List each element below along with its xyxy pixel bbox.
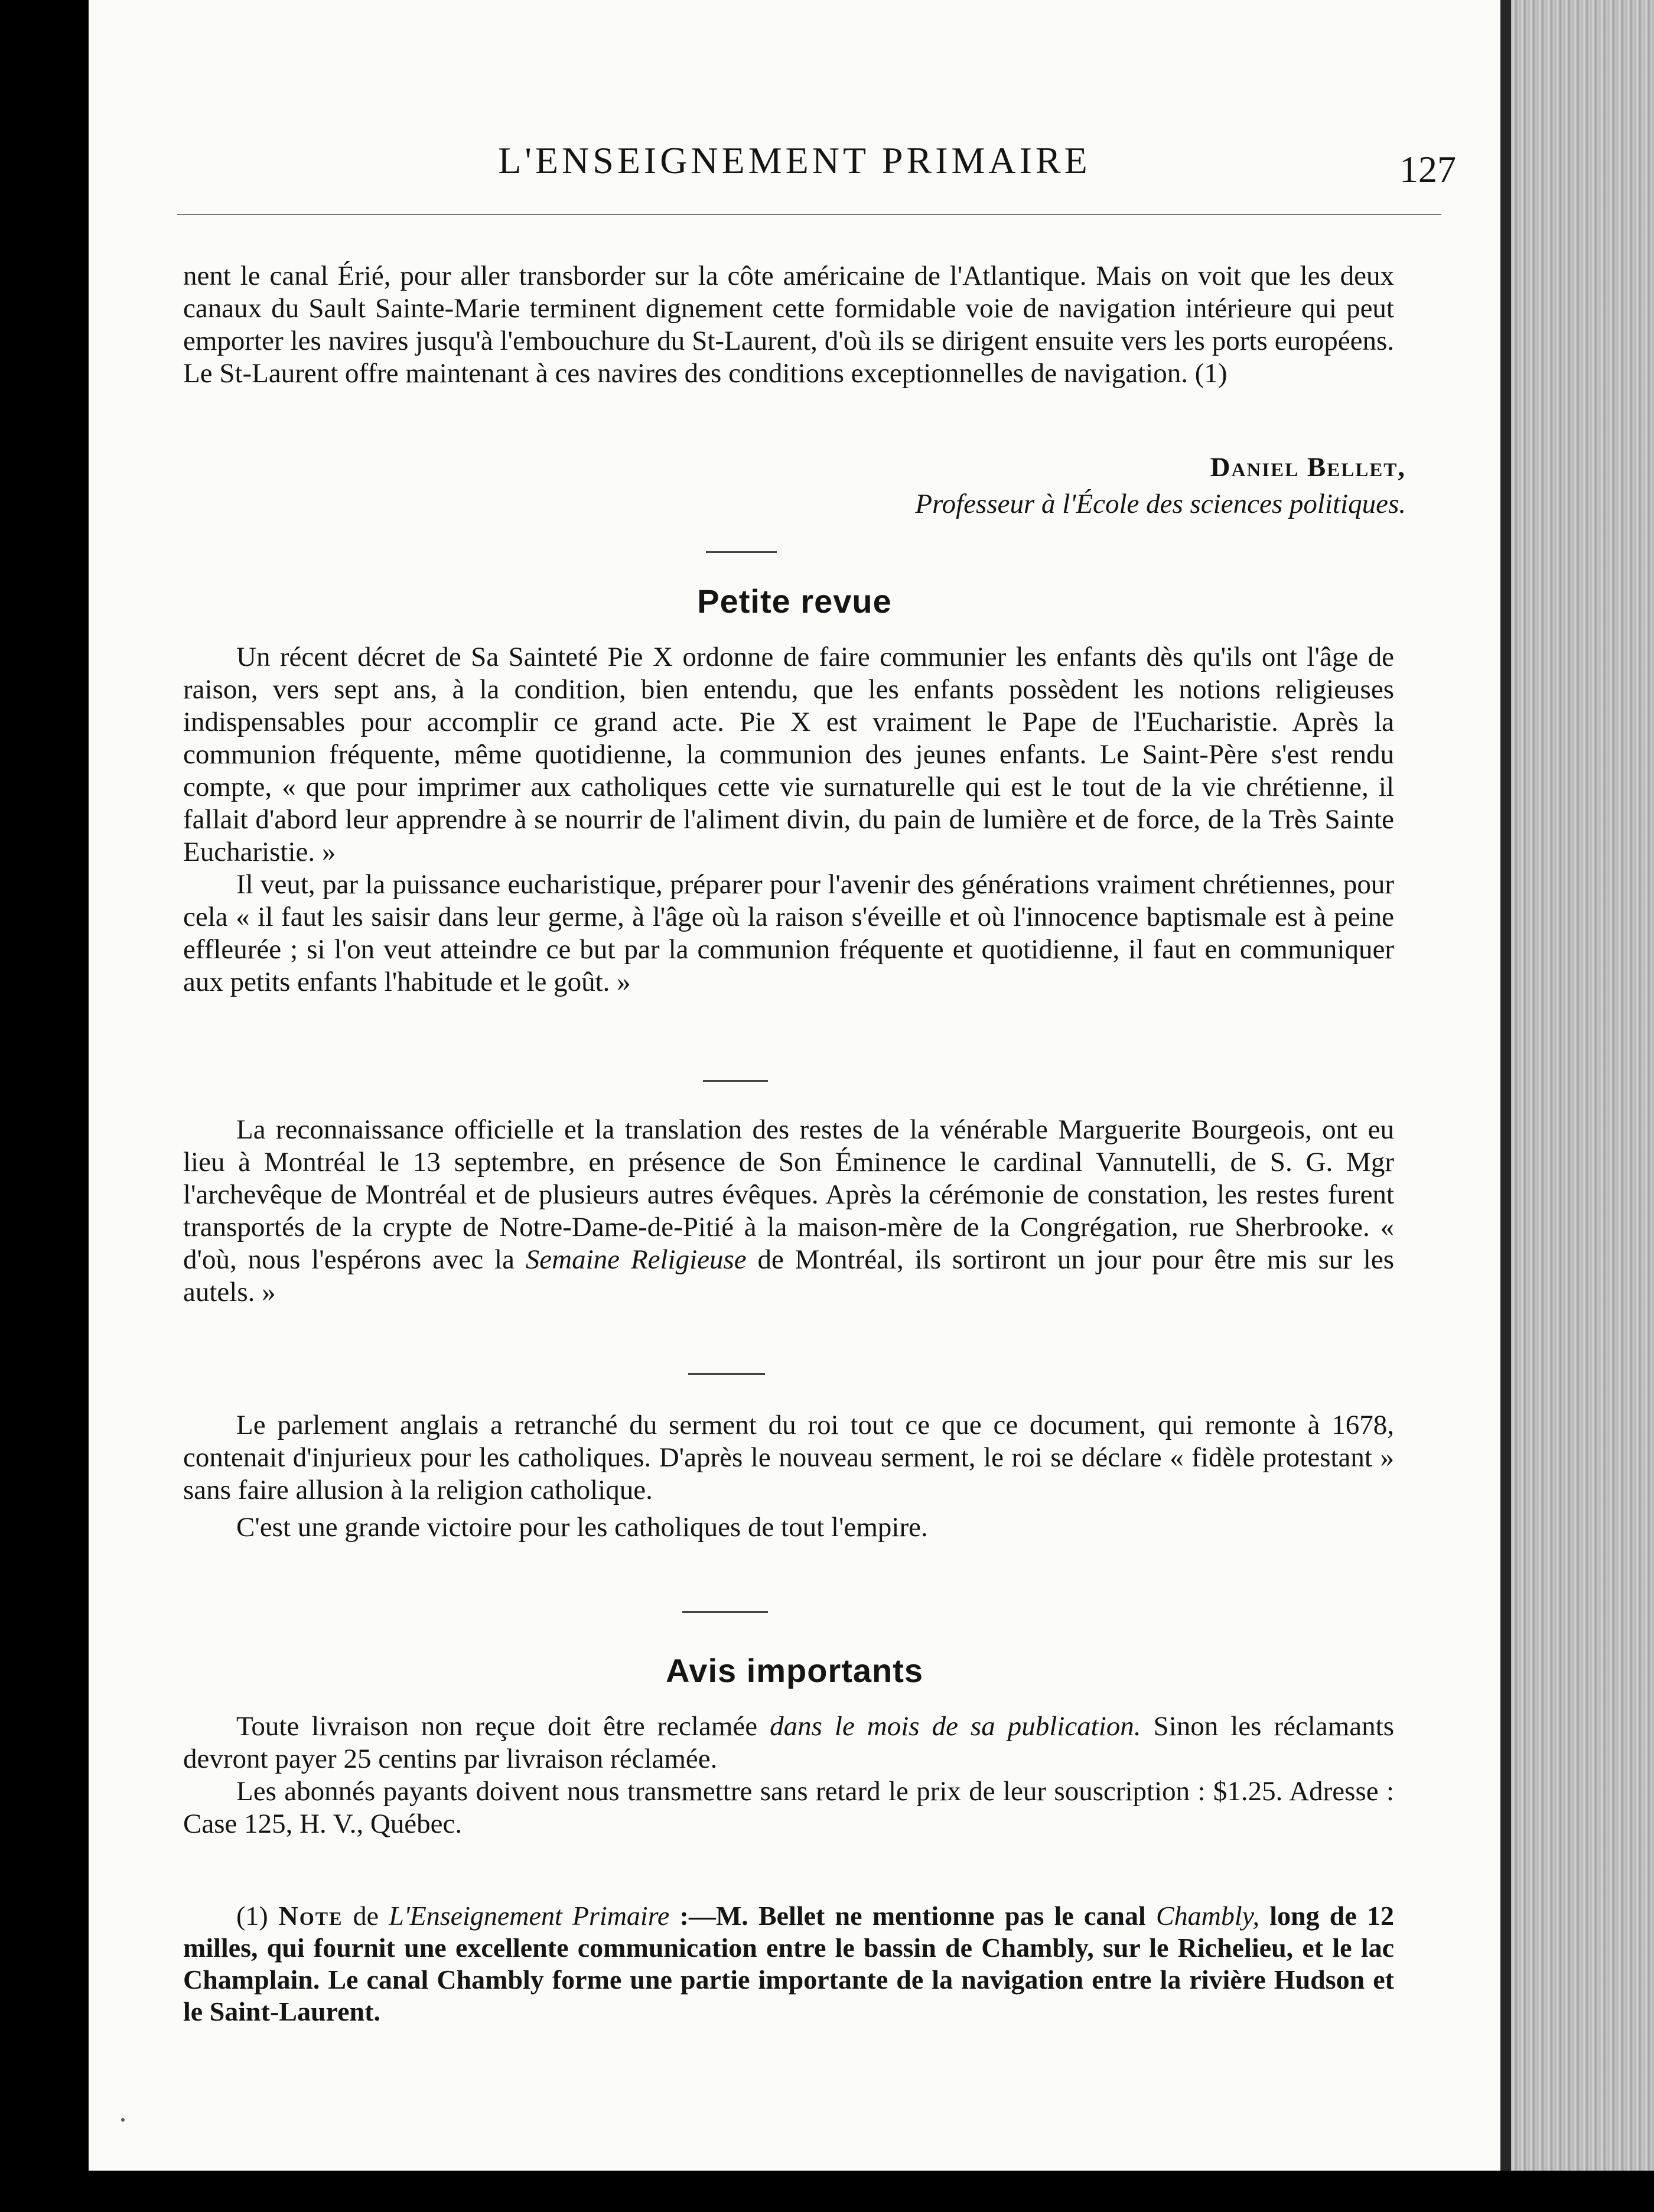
footnote-paragraph bbox=[183, 1900, 1394, 2028]
news-paragraph bbox=[183, 1114, 1394, 1309]
running-head: L'ENSEIGNEMENT PRIMAIRE bbox=[498, 139, 1091, 181]
footnote bbox=[183, 1873, 1394, 2055]
section-heading-avis: Avis importants bbox=[665, 1652, 924, 1689]
separator bbox=[682, 1611, 768, 1613]
notice-paragraph bbox=[183, 1710, 1394, 1775]
notice-block bbox=[183, 1710, 1394, 1840]
signature-name: Daniel Bellet, bbox=[1210, 452, 1406, 483]
section-heading-petite-revue: Petite revue bbox=[697, 583, 892, 620]
header-rule bbox=[177, 214, 1441, 215]
journal-title: L'Enseignement Primaire bbox=[389, 1901, 670, 1931]
news-item-marguerite-bourgeois bbox=[183, 1114, 1394, 1309]
news-paragraph: Il veut, par la puissance eucharistique, préparer pour l'avenir des générations vraiment chrétiennes, pour cela « il faut les saisir dans leur germe, à l'âge où la raison s'éveille et où l'innocence baptismale est à peine effleurée ; si l'on veut atteindre ce but par la communion fréquente et quotidienne, il faut en communiquer aux petits enfants l'habitude et le goût. » bbox=[183, 869, 1394, 997]
scan-speck bbox=[121, 2118, 125, 2122]
signature-title: Professeur à l'École des sciences politiques. bbox=[915, 489, 1406, 519]
signature-block bbox=[915, 449, 1406, 522]
journal-title: Semaine Religieuse bbox=[525, 1244, 747, 1275]
intro-paragraph-block bbox=[183, 260, 1394, 390]
news-item-eucharist bbox=[183, 641, 1394, 998]
footnote-text: :—M. Bellet ne mentionne pas le canal bbox=[669, 1901, 1156, 1931]
news-paragraph: C'est une grande victoire pour les catholiques de tout l'empire. bbox=[236, 1512, 928, 1543]
book-gutter bbox=[1500, 0, 1654, 2212]
separator bbox=[688, 1373, 765, 1375]
notice-text: Toute livraison non reçue doit être reclamée bbox=[236, 1711, 770, 1742]
news-paragraph: Un récent décret de Sa Sainteté Pie X ordonne de faire communier les enfants dès qu'ils ont l'âge de raison, vers sept ans, à la condition, bien entendu, que les enfants possèdent les notions religieuses indispensables pour accomplir ce grand acte. Pie X est vraiment le Pape de l'Eucharistie. Après la communion fréquente, même quotidienne, la communion des jeunes enfants. Le Saint-Père s'est rendu compte, « que pour imprimer aux catholiques cette vie surnaturelle qui est le tout de la vie chrétienne, il fallait d'abord leur apprendre à se nourrir de l'aliment divin, du pain de lumière et de force, de la Très Sainte Eucharistie. » bbox=[183, 642, 1394, 867]
news-text: La reconnaissance officielle et la translation des restes de la vénérable Marguerite Bourgeois, ont eu lieu à Montréal le 13 septembre, en présence de Son Éminence le cardinal Vannutelli, de S. G. Mgr l'archevêque de Montréal et de plusieurs autres évêques. Après la cérémonie de constation, les restes furent transportés de la crypte de Notre-Dame-de-Pitié à la maison-mère de la Congrégation, rue Sherbrooke. « d'où, nous l'espérons avec la bbox=[183, 1114, 1394, 1275]
book-page bbox=[89, 0, 1500, 2212]
separator bbox=[703, 1080, 768, 1082]
notice-emphasis: dans le mois de sa publication. bbox=[770, 1711, 1141, 1742]
separator bbox=[706, 551, 777, 553]
news-text: de Montréal, ils sortiront un jour pour être mis sur les autels. » bbox=[183, 1244, 1394, 1307]
news-item-royal-oath bbox=[183, 1409, 1394, 1544]
footnote-text: long de 12 milles, qui fournit une excellente communication entre le bassin de Chambly, sur le Richelieu, et le lac Champlain. Le canal Chambly forme une partie importante de la navigation entre la rivière Hudson et le Saint-Laurent. bbox=[183, 1901, 1394, 2026]
intro-paragraph: nent le canal Érié, pour aller transborder sur la côte américaine de l'Atlantique. Mais on voit que les deux canaux du Sault Sainte-Marie terminent dignement cette formidable voie de navigation intérieure qui peut emporter les navires jusqu'à l'embouchure du St-Laurent, d'où ils se dirigent ensuite vers les ports européens. Le St-Laurent offre maintenant à ces navires des conditions exceptionnelles de navigation. (1) bbox=[183, 261, 1394, 389]
notice-paragraph: Les abonnés payants doivent nous transmettre sans retard le prix de leur souscription : $1.25. Adresse : Case 125, H. V., Québec. bbox=[183, 1776, 1394, 1839]
news-paragraph: Le parlement anglais a retranché du serment du roi tout ce que ce document, qui remonte à 1678, contenait d'injurieux pour les catholiques. D'après le nouveau serment, le roi se déclare « fidèle protestant » sans faire allusion à la religion catholique. bbox=[183, 1410, 1394, 1505]
notice-text: Sinon les réclamants devront payer 25 centins par livraison réclamée. bbox=[183, 1711, 1394, 1774]
scan-border bbox=[0, 2171, 1654, 2212]
footnote-text: de bbox=[343, 1901, 389, 1931]
footnote-mark: (1) bbox=[236, 1901, 268, 1931]
footnote-label: Note bbox=[278, 1901, 343, 1931]
canal-name: Chambly, bbox=[1155, 1901, 1260, 1931]
page-number: 127 bbox=[1399, 148, 1456, 190]
